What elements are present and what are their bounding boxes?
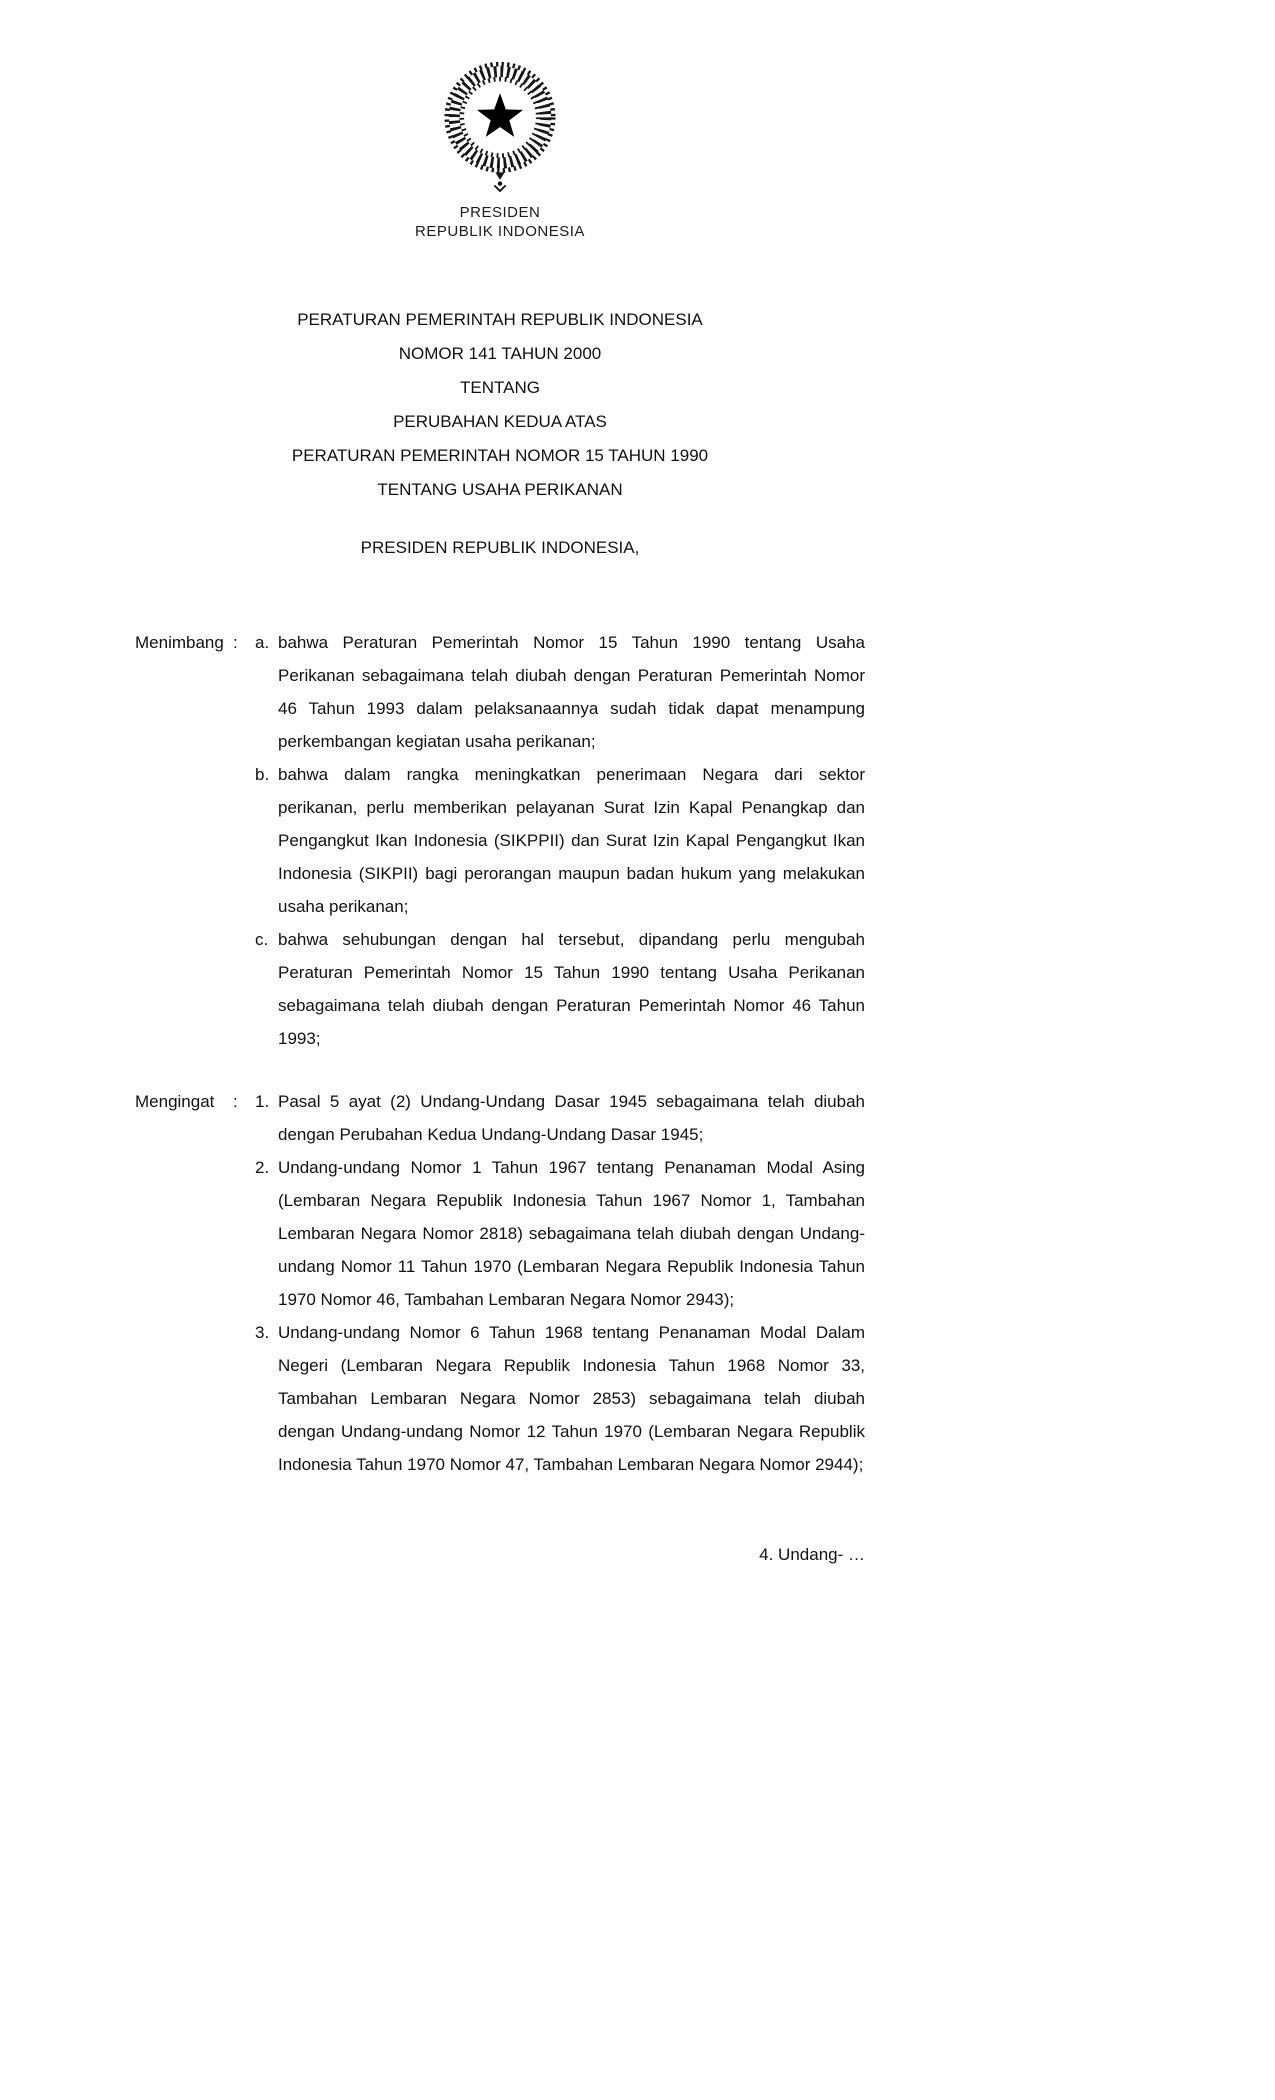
menimbang-label: Menimbang (135, 633, 224, 652)
mengingat-items (255, 1085, 865, 1481)
menimbang-colon: : (233, 633, 238, 652)
item-marker: a. (255, 633, 270, 652)
menimbang-section (135, 626, 865, 1055)
mengingat-colon: : (233, 1092, 238, 1111)
mengingat-section (135, 1085, 865, 1481)
presidential-seal-emblem-icon (430, 52, 570, 192)
title-line-1: PERATURAN PEMERINTAH REPUBLIK INDONESIA (297, 310, 703, 329)
item-marker: 3. (255, 1323, 270, 1342)
regulation-title-block (135, 303, 865, 507)
menimbang-item-b (255, 758, 865, 923)
menimbang-items (255, 626, 865, 1055)
item-text: Pasal 5 ayat (2) Undang-Undang Dasar 1945 sebagaimana telah diubah dengan Perubahan Kedua Undang-Undang Dasar 1945; (278, 1092, 865, 1144)
mengingat-label: Mengingat (135, 1092, 215, 1111)
title-line-5: PERATURAN PEMERINTAH NOMOR 15 TAHUN 1990 (291, 446, 709, 465)
item-text: bahwa sehubungan dengan hal tersebut, dipandang perlu mengubah Peraturan Pemerintah Nomor 15 Tahun 1990 tentang Usaha Perikanan sebagaimana telah diubah dengan Peraturan Pemerintah Nomor 46 Tahun 1993; (278, 930, 865, 1048)
letterhead-line-presiden: PRESIDEN (459, 204, 541, 221)
document-content (135, 0, 865, 1565)
menimbang-item-a (255, 626, 865, 758)
mengingat-item-1 (255, 1085, 865, 1151)
item-text: Undang-undang Nomor 1 Tahun 1967 tentang Penanaman Modal Asing (Lembaran Negara Republik Indonesia Tahun 1967 Nomor 1, Tambahan Lembaran Negara Nomor 2818) sebagaimana telah diubah dengan Undang-undang Nomor 11 Tahun 1970 (Lembaran Negara Republik Indonesia Tahun 1970 Nomor 46, Tambahan Lembaran Negara Nomor 2943); (278, 1158, 865, 1309)
letterhead-line-republik-indonesia: REPUBLIK INDONESIA (415, 223, 585, 240)
item-marker: c. (255, 930, 269, 949)
catchword: 4. Undang- … (759, 1545, 865, 1564)
emblem-container (425, 52, 575, 197)
star-icon (477, 93, 523, 137)
item-text: Undang-undang Nomor 6 Tahun 1968 tentang Penanaman Modal Dalam Negeri (Lembaran Negara Republik Indonesia Tahun 1968 Nomor 33, Tambahan Lembaran Negara Nomor 2853) sebagaimana telah diubah dengan Undang-undang Nomor 12 Tahun 1970 (Lembaran Negara Republik Indonesia Tahun 1970 Nomor 47, Tambahan Lembaran Negara Nomor 2944); (278, 1323, 865, 1474)
title-line-2: NOMOR 141 TAHUN 2000 (398, 344, 602, 363)
salutation: PRESIDEN REPUBLIK INDONESIA, (360, 538, 640, 557)
mengingat-item-3 (255, 1316, 865, 1481)
item-marker: b. (255, 765, 270, 784)
letterhead (135, 203, 865, 241)
item-marker: 2. (255, 1158, 270, 1177)
item-text: bahwa Peraturan Pemerintah Nomor 15 Tahun 1990 tentang Usaha Perikanan sebagaimana telah diubah dengan Peraturan Pemerintah Nomor 46 Tahun 1993 dalam pelaksanaannya sudah tidak dapat menampung perkembangan kegiatan usaha perikanan; (278, 633, 865, 751)
title-line-4: PERUBAHAN KEDUA ATAS (393, 412, 607, 431)
mengingat-item-2 (255, 1151, 865, 1316)
item-marker: 1. (255, 1092, 270, 1111)
item-text: bahwa dalam rangka meningkatkan penerimaan Negara dari sektor perikanan, perlu memberikan pelayanan Surat Izin Kapal Penangkap dan Pengangkut Ikan Indonesia (SIKPPII) dan Surat Izin Kapal Pengangkut Ikan Indonesia (SIKPII) bagi perorangan maupun badan hukum yang melakukan usaha perikanan; (278, 765, 865, 916)
title-line-6: TENTANG USAHA PERIKANAN (377, 480, 623, 499)
menimbang-item-c (255, 923, 865, 1055)
title-line-3: TENTANG (460, 378, 540, 397)
